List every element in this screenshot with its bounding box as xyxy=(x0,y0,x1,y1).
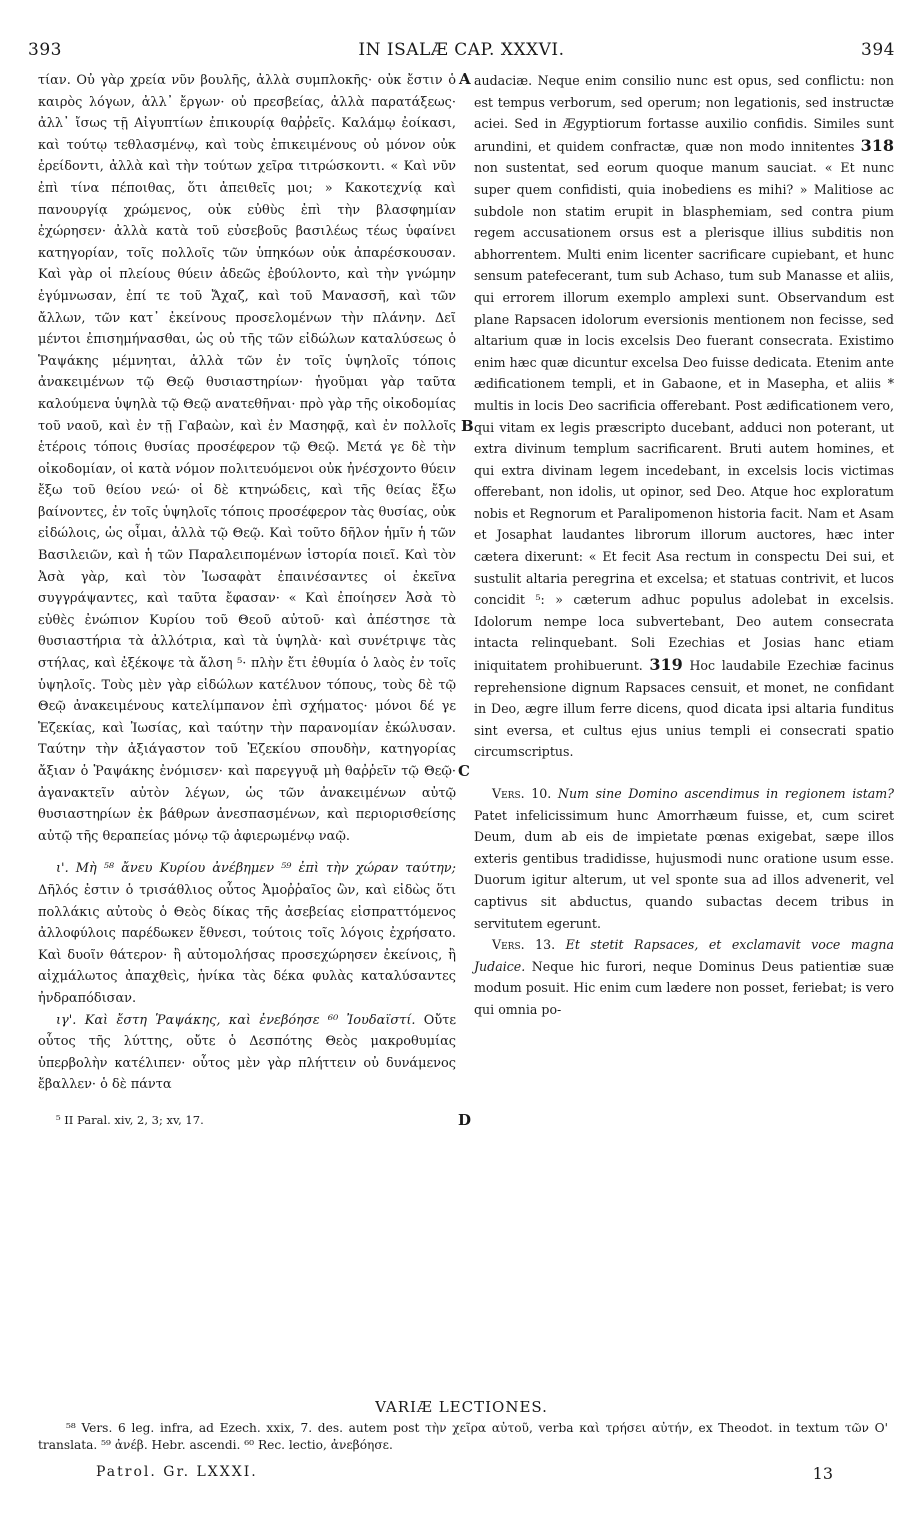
latin-text-part-a: audaciæ. Neque enim consilio nunc est opus, sed conflictu: non est tempus verborum, sed operum; non legationis, sed instructæ aciei. Sed in Ægyptiorum fortasse auxilio confidis. Similes sunt arundini, et quidem confractæ, quæ non modo innitentes xyxy=(474,73,894,154)
footer-sheet-number: 13 xyxy=(812,1464,833,1483)
latin-text-part-c: Hoc laudabile Ezechiæ facinus reprehensione dignum Rapsaces censuit, et monet, ne confidant in Deo, ægre illum ferre dicens, quod dicata ipsi altaria funditus sint eversa, et cultus ejus unius templi ei consecrati spatio circumscriptus. xyxy=(474,658,894,760)
page-number-left: 393 xyxy=(28,40,62,60)
footer-series: Patrol. Gr. LXXXI. xyxy=(96,1464,258,1480)
margin-letter-a: A xyxy=(459,70,471,88)
greek-verse-10-lemma: ι'. Μὴ ⁵⁸ ἄνευ Κυρίου ἀνέβημεν ⁵⁹ ἐπὶ τὴν χώραν ταύτην; xyxy=(56,861,456,877)
latin-text-part-b: non sustentat, sed eorum quoque manum sauciat. « Et nunc super quem confidisti, quia inobediens es mihi? » Malitiose ac subdole non statim erupit in blasphemiam, sed contra pium regem accusationem orsus est a plerisque illius subditis non abhorrentem. Multi enim licenter sacrificare cupiebant, et hunc sensum patefecerant, tum sub Achaso, tum sub Manasse et aliis, qui errorem illorum exemplo amplexi sunt. Observandum est plane Rapsacen idolorum eversionis mentionem non fecisse, sed altarium quæ in locis excelsis Deo fuerant consecrata. Existimo enim hæc quæ dicuntur excelsa Deo fuisse dedicata. Etenim ante ædificationem templi, et in Gabaone, et in Masepha, et aliis * multis in locis Deo sacrificia offerebant. Post ædificationem vero, qui vitam ex legis præscripto ducebant, adduci non poterant, ut extra divinum templum sacrificarent. Bruti autem homines, et qui extra divinam legem incedebant, in excelsis locis victimas offerebant, non idolis, ut opinor, sed Deo. Atque hoc exploratum nobis et Regnorum et Paralipomenon historia facit. Nam et Asam et Josaphat laudantes librorum illorum auctores, hæc inter cætera dixerunt: « Et fecit Asa rectum in conspectu Dei sui, et sustulit altaria peregrina et excelsa; et statuas contrivit, et lucos concidit ⁵: » cæterum adhuc populus adolebat in excelsis. Idolorum nempe loca subvertebant, Deo autem consecrata intacta relinquebant. Soli Ezechias et Josias hanc etiam iniquitatem prohibuerunt. xyxy=(474,160,894,674)
greek-verse-13-text: Οὔτε οὗτος τῆς λύττης, οὔτε ὁ Δεσπότης Θεὸς μακροθυμίας ὑπερβολὴν κατέλιπεν· οὗτος μὲν γὰρ πλήττειν οὐ δυνάμενος ἔβαλλεν· ὁ δὲ πάντα xyxy=(38,1012,457,1093)
latin-verse-10-label: Vers. 10. xyxy=(492,786,552,801)
margin-letter-b: B xyxy=(461,417,474,435)
greek-footnote: ⁵ II Paral. xiv, 2, 3; xv, 17. xyxy=(56,1112,204,1127)
latin-column xyxy=(474,70,894,1021)
running-title: IN ISALÆ CAP. XXXVI. xyxy=(358,40,565,60)
latin-verse-13-text: Neque hic furori, neque Dominus Deus patientiæ suæ modum posuit. Hic enim cum lædere non posset, feriebat; is vero qui omnia po- xyxy=(474,958,894,1017)
greek-paragraph-verse-10 xyxy=(38,858,456,1009)
latin-verse-10-text: Patet infelicissimum hunc Amorrhæum fuisse, et, cum sciret Deum, dum ab eis de impietate pœnas exigebat, sæpe illos exteris gentibus tradidisse, hujusmodi nunc oratione usum esse. Duorum igitur alterum, ut vel sponte sua ad illos advenerit, vel captivus sit abductus, quando subactas decem tribus in servitutem egerunt. xyxy=(474,807,894,931)
greek-column xyxy=(38,70,456,1132)
latin-paragraph-verse-10 xyxy=(474,783,894,934)
running-header xyxy=(28,40,895,66)
latin-verse-13-lemma: Et stetit Rapsaces, et exclamavit voce magna Judaice. xyxy=(474,937,894,974)
margin-letter-d: D xyxy=(458,1111,472,1129)
variae-lectiones-text: ⁵⁸ Vers. 6 leg. infra, ad Ezech. xxix, 7. des. autem post τὴν χεῖρα αὐτοῦ, verba καὶ τρήσει αὐτήν, ex Theodot. in textum τῶν Ο' translata. ⁵⁹ ἀνέβ. Hebr. ascendi. ⁶⁰ Rec. lectio, ἀνεβόησε. xyxy=(38,1421,888,1452)
greek-verse-10-text: Δῆλός ἐστιν ὁ τρισάθλιος οὗτος Ἀμοῤῥαῖος ὢν, καὶ εἰδὼς ὅτι πολλάκις αὐτοὺς ὁ Θεὸς δίκας τῆς ἀσεβείας εἰσπραττόμενος ἀλλοφύλοις παρέδωκεν ἔθνεσι, τούτοις τοῖς λόγοις ἐχρήσατο. Καὶ δυοῖν θάτερον· ἢ αὐτομολήσας προσεχώρησεν ἐκείνοις, ἢ αἰχμάλωτος ἀπαχθεὶς, ἡνίκα τὰς δέκα φυλὰς καταλύσαντες ἠνδραπόδισαν. xyxy=(38,882,456,1006)
margin-letter-c: C xyxy=(458,762,470,780)
variae-lectiones-title: VARIÆ LECTIONES. xyxy=(375,1398,548,1416)
column-number-318: 318 xyxy=(860,135,894,155)
greek-verse-13-lemma: ιγ'. Καὶ ἔστη Ῥαψάκης, καὶ ἐνεβόησε ⁶⁰ Ἰουδαϊστί. xyxy=(56,1012,416,1028)
latin-paragraph-verse-13 xyxy=(474,934,894,1020)
greek-paragraph-verse-13 xyxy=(38,1010,456,1096)
latin-paragraph-1 xyxy=(474,70,894,763)
column-number-319: 319 xyxy=(649,655,683,675)
latin-verse-13-label: Vers. 13. xyxy=(492,937,556,953)
latin-verse-10-lemma: Num sine Domino ascendimus in regionem istam? xyxy=(551,786,894,801)
page-number-right: 394 xyxy=(861,40,895,60)
greek-paragraph-1: τίαν. Οὐ γὰρ χρεία νῦν βουλῆς, ἀλλὰ συμπλοκῆς· οὐκ ἔστιν ὁ καιρὸς λόγων, ἀλλ᾽ ἔργων· οὐ πρεσβείας, ἀλλὰ παρατάξεως· ἀλλ᾽ ἴσως τῇ Αἰγυπτίων ἐπικουρίᾳ θαῤῥεῖς. Καλάμῳ ἐοίκασι, καὶ τούτῳ τεθλασμένῳ, καὶ τοὺς ἐπικειμένους οὐ μόνον οὐκ ἐρείδοντι, ἀλλὰ καὶ τὴν τούτων χεῖρα τιτρώσκοντι. « Καὶ νῦν ἐπὶ τίνα πέποιθας, ὅτι ἀπειθεῖς μοι; » Κακοτεχνίᾳ καὶ πανουργίᾳ χρώμενος, οὐκ εὐθὺς ἐπὶ τὴν βλασφημίαν ἐχώρησεν· ἀλλὰ κατὰ τοῦ εὐσεβοῦς βασιλέως τέως ὑφαίνει κατηγορίαν, τοῖς πολλοῖς τῶν ὑπηκόων οὐκ ἀπαρέσκουσαν. Καὶ γὰρ οἱ πλείους θύειν ἀδεῶς ἐβούλοντο, καὶ τὴν γνώμην ἐγύμνωσαν, ἐπί τε τοῦ Ἄχαζ, καὶ τοῦ Μανασσῆ, καὶ τῶν ἄλλων, τῶν κατ᾽ ἐκείνους προσελομένων τὴν πλάνην. Δεῖ μέντοι ἐπισημήνασθαι, ὡς οὐ τῆς τῶν εἰδώλων καταλύσεως ὁ Ῥαψάκης μέμνηται, ἀλλὰ τῶν ἐν τοῖς ὑψηλοῖς τόποις ἀνακειμένων τῷ Θεῷ θυσιαστηρίων· ἡγοῦμαι γὰρ ταῦτα καλούμενα ὑψηλὰ τῷ Θεῷ ανατεθῆναι· πρὸ γὰρ τῆς οἰκοδομίας τοῦ ναοῦ, καὶ ἐν τῇ Γαβαὼν, καὶ ἐν Μασηφᾷ, καὶ ἐν πολλοῖς ἑτέροις τόποις θυσίας προσέφερον τῷ Θεῷ. Μετά γε δὲ τὴν οἰκοδομίαν, οἱ κατὰ νόμον πολιτευόμενοι οὐκ ἠνέσχοντο θύειν ἔξω τοῦ θείου νεώ· οἱ δὲ κτηνώδεις, καὶ τῆς θείας ἔξω βαίνοντες, ἐν τοῖς ὑψηλοῖς τόποις προσέφερον τὰς θυσίας, οὐκ εἰδώλοις, ὡς οἶμαι, ἀλλὰ τῷ Θεῷ. Καὶ τοῦτο δῆλον ἡμῖν ἡ τῶν Βασιλειῶν, καὶ ἡ τῶν Παραλειπομένων ἱστορία ποιεῖ. Καὶ τὸν Ἀσὰ γὰρ, καὶ τὸν Ἰωσαφὰτ ἐπαινέσαντες οἱ ἐκεῖνα συγγράψαντες, καὶ ταῦτα ἔφασαν· « Καὶ ἐποίησεν Ἀσὰ τὸ εὐθὲς ἐνώπιον Κυρίου τοῦ Θεοῦ αὐτοῦ· καὶ ἀπέστησε τὰ θυσιαστήρια τὰ ἀλλότρια, καὶ τὰ ὑψηλὰ· καὶ συνέτριψε τὰς στήλας, καὶ ἐξέκοψε τὰ ἄλση ⁵· πλὴν ἔτι ἐθυμία ὁ λαὸς ἐν τοῖς ὑψηλοῖς. Τοὺς μὲν γὰρ εἰδώλων κατέλυον τόπους, τοὺς δὲ τῷ Θεῷ ἀνακειμένους κατελίμπανον ἐπὶ σχήματος· μόνοι δέ γε Ἑζεκίας, καὶ Ἰωσίας, καὶ ταύτην τὴν παρανομίαν ἐκώλυσαν. Ταύτην τὴν ἀξιάγαστον τοῦ Ἑζεκίου σπουδὴν, κατηγορίας ἄξιαν ὁ Ῥαψάκης ἐνόμισεν· καὶ παρεγγυᾷ μὴ θαῤῥεῖν τῷ Θεῷ· ἀγανακτεῖν αὐτὸν λέγων, ὡς τῶν ἀνακειμένων αὐτῷ θυσιαστηρίων ἐκ βάθρων ἀνεσπασμένων, καὶ περιορισθείσης αὐτῷ τῆς θεραπείας μόνῳ τῷ ἀφιερωμένῳ ναῷ. xyxy=(38,73,456,844)
